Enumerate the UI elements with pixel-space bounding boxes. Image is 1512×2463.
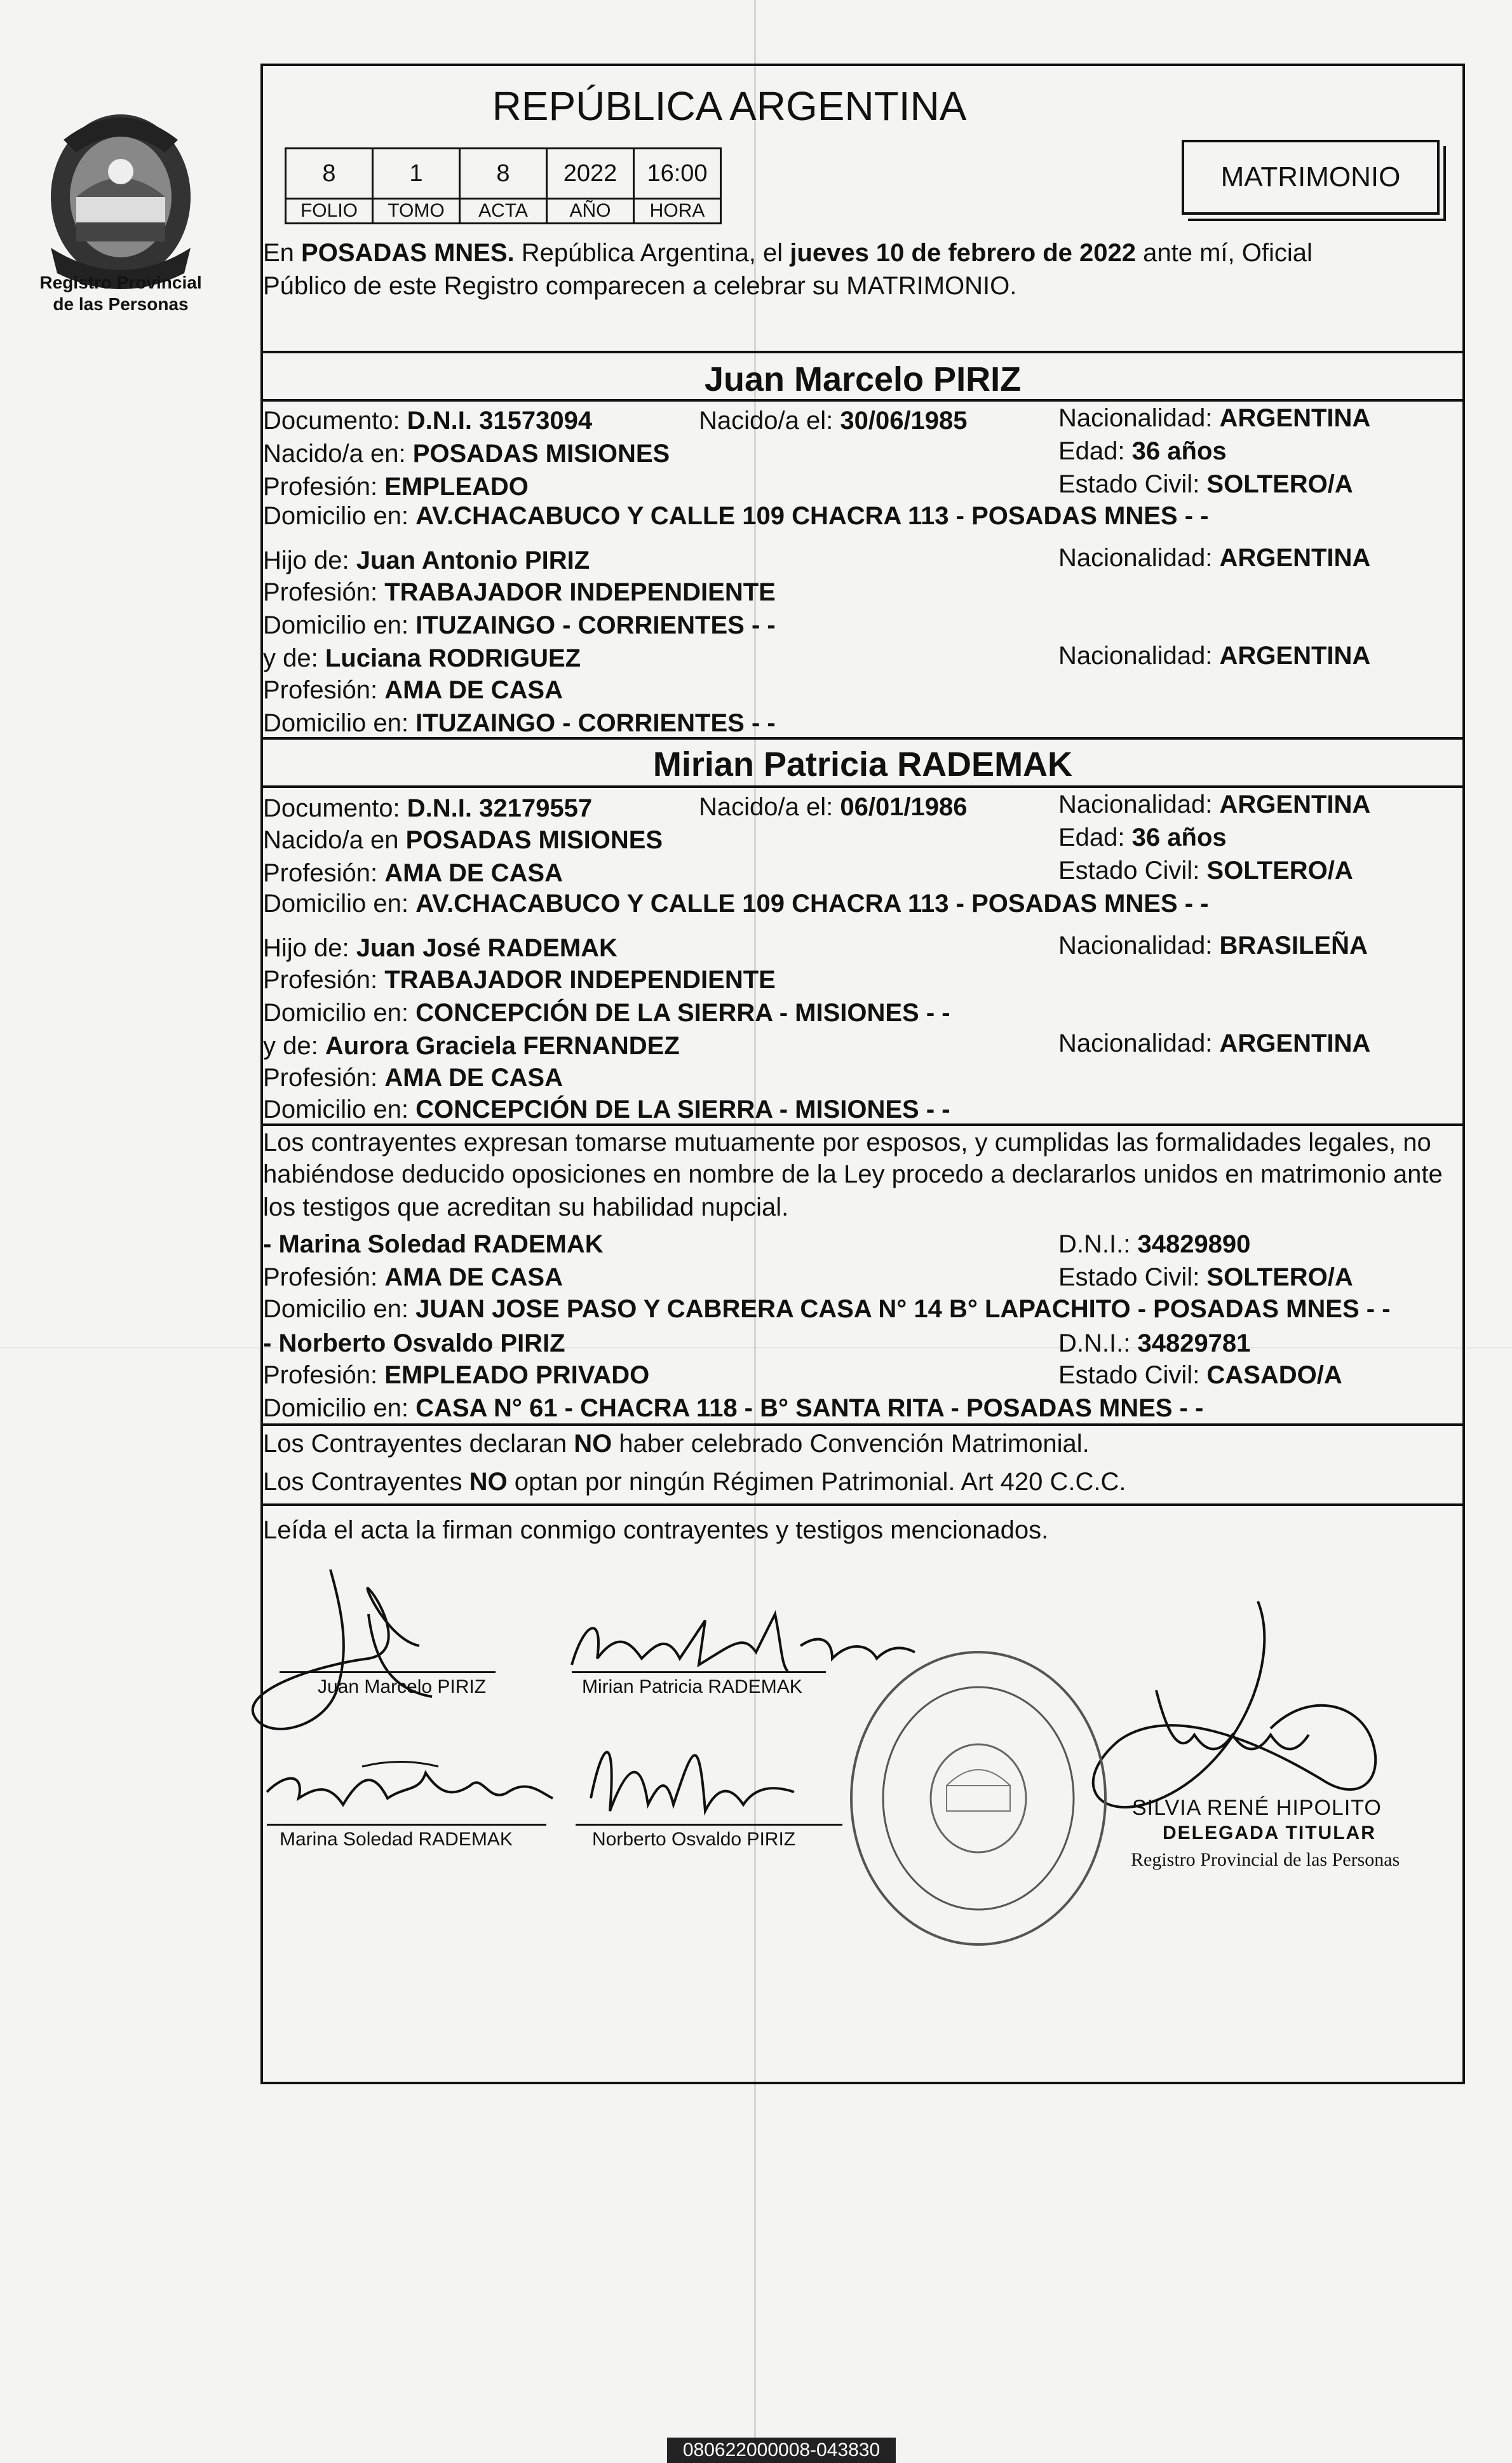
value: Marina Soledad RADEMAK [278, 1230, 604, 1258]
logo-caption-line2: de las Personas [53, 294, 189, 314]
spouse2-father-address [263, 996, 950, 1029]
label: Edad: [1058, 437, 1132, 465]
value: AMA DE CASA [384, 859, 563, 887]
witness-prefix: - [263, 1230, 279, 1258]
label: Nacido/a en: [263, 440, 413, 468]
label: Nacionalidad: [1058, 1029, 1220, 1057]
value: AV.CHACABUCO Y CALLE 109 CHACRA 113 - POSADAS MNES - - [415, 502, 1209, 530]
official-stamp-role: DELEGADA TITULAR [1163, 1822, 1376, 1843]
value: SOLTERO/A [1206, 470, 1353, 498]
text: optan por ningún Régimen Patrimonial. Art 420 C.C.C. [507, 1468, 1126, 1496]
label: Nacionalidad: [1058, 642, 1220, 670]
value: POSADAS MISIONES [412, 440, 670, 468]
value: BRASILEÑA [1219, 932, 1368, 960]
value: TRABAJADOR INDEPENDIENTE [384, 966, 776, 994]
label: Domicilio en: [263, 1394, 416, 1422]
official-stamp-office: Registro Provincial de las Personas [1131, 1849, 1400, 1870]
spouse1-name: Juan Marcelo PIRIZ [704, 360, 1022, 398]
value: CONCEPCIÓN DE LA SIERRA - MISIONES - - [415, 1096, 950, 1123]
spouse2-father-profession [263, 963, 776, 996]
value: AV.CHACABUCO Y CALLE 109 CHACRA 113 - POSADAS MNES - - [415, 890, 1209, 918]
label: Domicilio en: [263, 709, 416, 737]
value: 34829781 [1137, 1329, 1251, 1357]
province-logo [38, 102, 203, 292]
label: Domicilio en: [263, 1295, 416, 1323]
spouse1-profession [263, 470, 529, 503]
value: SOLTERO/A [1206, 857, 1353, 885]
logo-caption-line1: Registro Provincial [39, 273, 202, 292]
spouse1-father-profession [263, 576, 776, 609]
label: Nacido/a el: [699, 407, 840, 435]
value: EMPLEADO [384, 473, 529, 501]
witness-prefix: - [263, 1329, 279, 1357]
value: Norberto Osvaldo PIRIZ [278, 1329, 565, 1357]
witness1-civil-status [1058, 1261, 1353, 1294]
value: CASA N° 61 - CHACRA 118 - B° SANTA RITA - POSADAS MNES - - [415, 1394, 1204, 1422]
value: AMA DE CASA [384, 1263, 563, 1291]
value: ARGENTINA [1219, 404, 1371, 432]
label: Hijo de: [263, 546, 356, 574]
label: Nacionalidad: [1058, 790, 1220, 818]
label: Estado Civil: [1058, 1361, 1207, 1389]
text: haber celebrado Convención Matrimonial. [612, 1430, 1090, 1458]
label: Estado Civil: [1058, 1263, 1207, 1291]
witness1-dni [1058, 1228, 1250, 1261]
signature-label-juan: Juan Marcelo PIRIZ [318, 1676, 487, 1697]
intro-text: En [263, 239, 302, 267]
hora-value: 16:00 [634, 149, 721, 199]
value: AMA DE CASA [384, 1064, 563, 1092]
value: CONCEPCIÓN DE LA SIERRA - MISIONES - - [415, 999, 950, 1027]
value: 06/01/1986 [840, 793, 968, 821]
signature-label-norberto: Norberto Osvaldo PIRIZ [592, 1829, 796, 1850]
spouse2-civil-status [1058, 854, 1353, 887]
witness1-name [263, 1228, 604, 1261]
text: Los Contrayentes [263, 1468, 469, 1496]
witness1-profession [263, 1261, 563, 1294]
convention-line1 [263, 1427, 1090, 1460]
spouse2-mother [263, 1029, 680, 1062]
value: SOLTERO/A [1206, 1263, 1353, 1291]
spouse1-father [263, 544, 590, 577]
signature-label-mirian: Mirian Patricia RADEMAK [582, 1676, 802, 1697]
value: ARGENTINA [1219, 1029, 1371, 1057]
acta-value: 8 [460, 149, 547, 199]
spouse1-mother-nationality [1058, 639, 1370, 672]
signature-norberto [584, 1722, 800, 1830]
official-stamp-name: SILVIA RENÉ HIPOLITO [1132, 1796, 1382, 1820]
signature-official [1067, 1589, 1398, 1830]
spouse2-age [1058, 821, 1227, 854]
spouse2-mother-nationality [1058, 1027, 1370, 1060]
document-type: MATRIMONIO [1220, 161, 1401, 193]
witness1-address [263, 1293, 1391, 1326]
label: Hijo de: [263, 934, 356, 962]
label: Profesión: [263, 1263, 385, 1291]
document-type-box [1182, 140, 1440, 215]
intro-text: República Argentina, el [514, 239, 790, 267]
label: Nacionalidad: [1058, 404, 1220, 432]
label: Nacido/a el: [699, 793, 840, 821]
hora-label: HORA [634, 199, 721, 224]
label: Domicilio en: [263, 890, 416, 918]
divider [260, 1423, 1465, 1426]
spouse2-mother-profession [263, 1061, 563, 1094]
signature-juan [241, 1563, 546, 1767]
spouse1-civil-status [1058, 468, 1353, 501]
label: Domicilio en: [263, 999, 416, 1027]
value: 34829890 [1137, 1230, 1251, 1258]
label: Domicilio en: [263, 1096, 416, 1123]
value: TRABAJADOR INDEPENDIENTE [384, 578, 776, 606]
spouse1-nationality [1058, 402, 1370, 435]
declaration-line1: Los contrayentes expresan tomarse mutuamente por esposos, y cumplidas las formalidades legales, no [263, 1129, 1431, 1157]
value: ARGENTINA [1219, 544, 1371, 572]
text-bold: NO [574, 1430, 612, 1458]
value: 36 años [1131, 824, 1227, 852]
document-title: REPÚBLICA ARGENTINA [492, 83, 967, 129]
value: Juan José RADEMAK [356, 934, 618, 962]
value: AMA DE CASA [384, 676, 563, 704]
value: Luciana RODRIGUEZ [325, 644, 581, 672]
spouse2-born-date [699, 790, 968, 824]
label: Documento: [263, 407, 407, 435]
intro-place: POSADAS MNES. [301, 239, 515, 267]
label: Profesión: [263, 473, 385, 501]
folio-value: 8 [286, 149, 373, 199]
label: Domicilio en: [263, 611, 416, 639]
label: Edad: [1058, 824, 1132, 852]
spouse2-father [263, 932, 618, 965]
intro-line1 [263, 236, 1313, 269]
label: Estado Civil: [1058, 857, 1207, 885]
logo-caption [19, 272, 222, 315]
witness2-civil-status [1058, 1359, 1342, 1392]
value: JUAN JOSE PASO Y CABRERA CASA N° 14 B° LAPACHITO - POSADAS MNES - - [415, 1295, 1391, 1323]
anio-value: 2022 [547, 149, 634, 199]
spouse2-born-place [263, 824, 663, 857]
spouse1-father-address [263, 609, 776, 642]
value: POSADAS MISIONES [405, 826, 663, 854]
label: Profesión: [263, 676, 385, 704]
label: Nacido/a en [263, 826, 406, 854]
label: Estado Civil: [1058, 470, 1207, 498]
label: y de: [263, 644, 325, 672]
value: CASADO/A [1206, 1361, 1342, 1389]
spouse1-age [1058, 435, 1227, 468]
label: D.N.I.: [1058, 1329, 1138, 1357]
value: ITUZAINGO - CORRIENTES - - [415, 709, 776, 737]
intro-date: jueves 10 de febrero de 2022 [790, 239, 1137, 267]
label: y de: [263, 1032, 325, 1060]
spouse1-document [263, 404, 592, 437]
witness2-dni [1058, 1327, 1250, 1360]
reference-table [285, 147, 722, 224]
divider [260, 737, 1465, 740]
signature-label-marina: Marina Soledad RADEMAK [280, 1829, 513, 1850]
spouse2-address [263, 887, 1208, 920]
spouse1-born-place [263, 437, 670, 470]
tomo-label: TOMO [373, 199, 460, 224]
spouse2-nationality [1058, 788, 1370, 821]
spouse2-profession [263, 857, 563, 890]
value: ITUZAINGO - CORRIENTES - - [415, 611, 776, 639]
spouse2-document [263, 792, 592, 825]
value: ARGENTINA [1219, 790, 1371, 818]
value: 30/06/1985 [840, 407, 968, 435]
intro-text: ante mí, Oficial [1136, 239, 1313, 267]
declaration-line2: habiéndose deducido oposiciones en nombre de la Ley procedo a declararlos unidos en matrimonio ante [263, 1160, 1443, 1188]
label: Profesión: [263, 966, 385, 994]
value: EMPLEADO PRIVADO [384, 1361, 650, 1389]
tomo-value: 1 [373, 149, 460, 199]
value: Juan Antonio PIRIZ [356, 546, 590, 574]
witness2-profession [263, 1359, 649, 1392]
label: Domicilio en: [263, 502, 416, 530]
intro-line2: Público de este Registro comparecen a celebrar su MATRIMONIO. [263, 272, 1017, 300]
value: D.N.I. 31573094 [407, 407, 593, 435]
signature-marina [260, 1747, 559, 1830]
label: Documento: [263, 794, 407, 822]
label: Profesión: [263, 1361, 385, 1389]
label: D.N.I.: [1058, 1230, 1138, 1258]
label: Profesión: [263, 1064, 385, 1092]
spouse1-mother-profession [263, 674, 563, 707]
folio-label: FOLIO [286, 199, 373, 224]
divider [260, 1503, 1465, 1506]
spouse2-father-nationality [1058, 929, 1368, 962]
witness2-address [263, 1392, 1203, 1425]
label: Profesión: [263, 578, 385, 606]
value: 36 años [1131, 437, 1227, 465]
closing-text: Leída el acta la firman conmigo contrayentes y testigos mencionados. [263, 1516, 1049, 1544]
spouse2-name: Mirian Patricia RADEMAK [652, 745, 1073, 784]
spouse1-address [263, 499, 1208, 533]
anio-label: AÑO [547, 199, 634, 224]
label: Profesión: [263, 859, 385, 887]
spouse1-born-date [699, 404, 968, 437]
value: ARGENTINA [1219, 642, 1371, 670]
value: D.N.I. 32179557 [407, 794, 593, 822]
text: Los Contrayentes declaran [263, 1430, 574, 1458]
acta-label: ACTA [460, 199, 547, 224]
label: Nacionalidad: [1058, 544, 1220, 572]
witness2-name [263, 1327, 565, 1360]
official-seal [845, 1646, 1112, 1951]
value: Aurora Graciela FERNANDEZ [325, 1032, 680, 1060]
spouse1-father-nationality [1058, 541, 1370, 574]
document-barcode-text: 080622000008-043830 [667, 2438, 896, 2463]
convention-line2 [263, 1465, 1126, 1498]
divider [260, 351, 1465, 353]
declaration-line3: los testigos que acreditan su habilidad nupcial. [263, 1193, 789, 1221]
spouse1-mother-address [263, 707, 776, 740]
text-bold: NO [469, 1468, 508, 1496]
spouse1-mother [263, 642, 581, 675]
label: Nacionalidad: [1058, 932, 1220, 960]
spouse2-mother-address [263, 1093, 950, 1126]
